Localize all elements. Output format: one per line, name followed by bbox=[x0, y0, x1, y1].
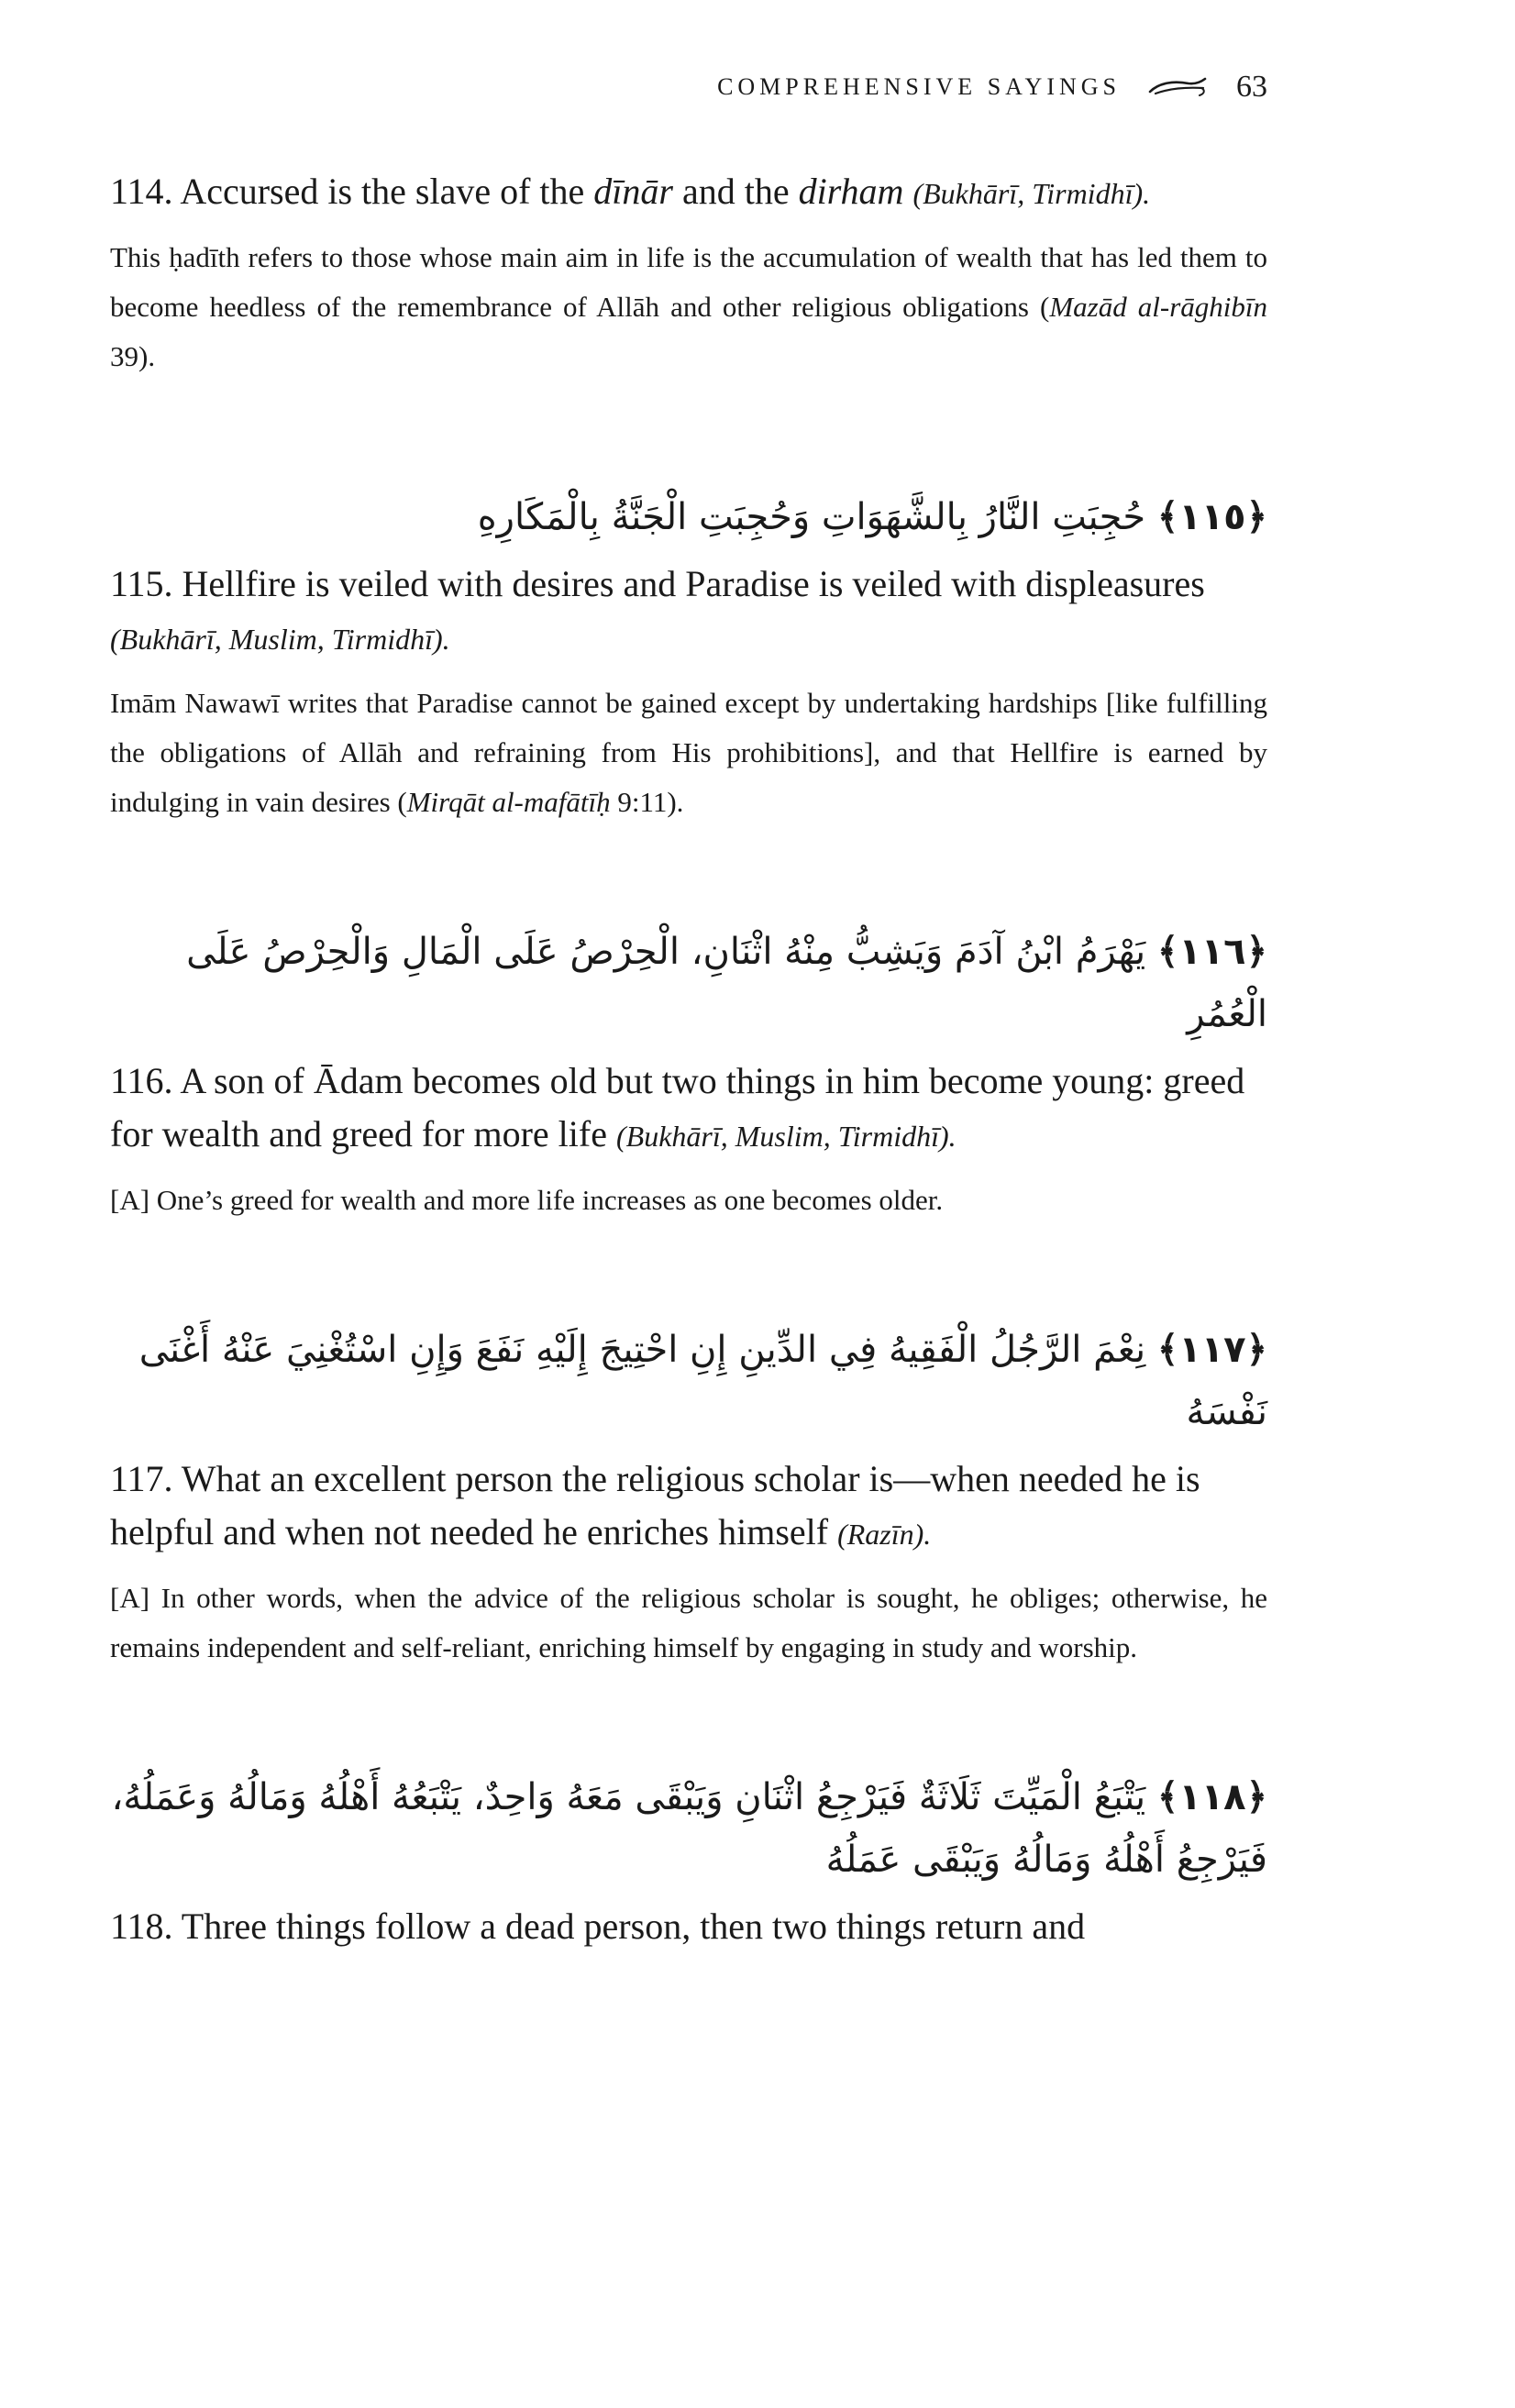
arabic-hadith: يَهْرَمُ ابْنُ آدَمَ وَيَشِبُّ مِنْهُ اثْنَانِ، الْحِرْصُ عَلَى الْمَالِ وَالْحِرْصُ عَلَى الْعُمُرِ bbox=[186, 931, 1267, 1035]
translation-118 bbox=[110, 1900, 1267, 1953]
term-dinar: dīnār bbox=[593, 171, 673, 212]
commentary-text: Imām Nawawī writes that Paradise cannot be gained except by undertaking hardships [like fulfilling the obligations of Allāh and refraining from His prohibitions], and that Hellfire is earned by indulging in vain desires ( bbox=[110, 687, 1267, 818]
term-dirham: dirham bbox=[798, 171, 904, 212]
citation: (Bukhārī, Muslim, Tirmidhī). bbox=[110, 623, 450, 656]
hadith-number: 117. bbox=[110, 1458, 173, 1499]
translation-text-part1: Accursed is the slave of the bbox=[180, 171, 594, 212]
citation: (Bukhārī, Tirmidhī). bbox=[912, 177, 1151, 210]
hadith-number: 115. bbox=[110, 563, 173, 604]
citation: (Bukhārī, Muslim, Tirmidhī). bbox=[615, 1120, 957, 1153]
arabic-text-117 bbox=[110, 1306, 1267, 1453]
commentary-ref: 9:11). bbox=[610, 786, 684, 818]
page-number: 63 bbox=[1236, 70, 1267, 104]
translation-text: Hellfire is veiled with desires and Paradise is veiled with displeasures bbox=[182, 563, 1205, 604]
translation-115 bbox=[110, 558, 1267, 666]
calligraphic-ornament-icon bbox=[1146, 75, 1211, 99]
hadith-115 bbox=[110, 473, 1267, 827]
commentary-text: This ḥadīth refers to those whose main aim in life is the accumulation of wealth that has led them to become heedless of the remembrance of Allāh and other religious obligations ( bbox=[110, 241, 1267, 323]
arabic-line-1 bbox=[110, 1766, 1267, 1828]
commentary-source: Mazād al-rāghibīn bbox=[1049, 291, 1267, 323]
commentary-source: Mirqāt al-mafātīḥ bbox=[406, 786, 611, 818]
arabic-text-118 bbox=[110, 1753, 1267, 1900]
hadith-number: 114. bbox=[110, 171, 173, 212]
hadith-number: 116. bbox=[110, 1060, 173, 1101]
arabic-hadith: نِعْمَ الرَّجُلُ الْفَقِيهُ فِي الدِّينِ إِنِ احْتِيجَ إِلَيْهِ نَفَعَ وَإِنِ اسْتُغْنِيَ عَنْهُ أَغْنَى نَفْسَهُ bbox=[138, 1329, 1267, 1433]
page-content bbox=[110, 165, 1267, 1953]
translation-116 bbox=[110, 1055, 1267, 1163]
running-header bbox=[110, 66, 1267, 108]
translation-text: A son of Ādam becomes old but two things in him become young: greed for wealth and greed for more life bbox=[110, 1060, 1245, 1154]
arabic-hadith: حُجِبَتِ النَّارُ بِالشَّهَوَاتِ وَحُجِبَتِ الْجَنَّةُ بِالْمَكَارِهِ bbox=[477, 496, 1146, 538]
running-title: COMPREHENSIVE SAYINGS bbox=[717, 73, 1121, 100]
arabic-number: ﴿١١٦﴾ bbox=[1156, 931, 1267, 973]
commentary-ref: 39). bbox=[110, 340, 156, 372]
hadith-116 bbox=[110, 908, 1267, 1225]
hadith-number: 118. bbox=[110, 1905, 173, 1947]
arabic-number: ﴿١١٨﴾ bbox=[1156, 1776, 1267, 1818]
arabic-hadith-line1: يَتْبَعُ الْمَيِّتَ ثَلَاثَةٌ فَيَرْجِعُ اثْنَانِ وَيَبْقَى مَعَهُ وَاحِدٌ، يَتْبَعُهُ أَهْلُهُ وَمَالُهُ وَعَمَلُهُ، bbox=[111, 1776, 1146, 1818]
commentary-114 bbox=[110, 233, 1267, 381]
translation-117 bbox=[110, 1453, 1267, 1561]
arabic-text-115 bbox=[110, 473, 1267, 558]
arabic-number: ﴿١١٥﴾ bbox=[1156, 496, 1267, 538]
hadith-118 bbox=[110, 1753, 1267, 1953]
citation: (Razīn). bbox=[837, 1518, 932, 1551]
arabic-line-2: فَيَرْجِعُ أَهْلُهُ وَمَالُهُ وَيَبْقَى عَمَلُهُ bbox=[825, 1839, 1267, 1881]
hadith-117 bbox=[110, 1306, 1267, 1673]
hadith-114 bbox=[110, 165, 1267, 381]
commentary-117: [A] In other words, when the advice of the religious scholar is sought, he obliges; otherwise, he remains independent and self-reliant, enriching himself by engaging in study and worship. bbox=[110, 1582, 1267, 1663]
translation-text: What an excellent person the religious scholar is—when needed he is helpful and when not needed he enriches himself bbox=[110, 1458, 1200, 1552]
commentary-115 bbox=[110, 679, 1267, 827]
arabic-text-116 bbox=[110, 908, 1267, 1055]
translation-text-part2: and the bbox=[672, 171, 799, 212]
commentary-116: [A] One’s greed for wealth and more life increases as one becomes older. bbox=[110, 1184, 944, 1216]
translation-text: Three things follow a dead person, then two things return and bbox=[181, 1905, 1086, 1947]
arabic-number: ﴿١١٧﴾ bbox=[1156, 1329, 1267, 1371]
translation-114 bbox=[110, 165, 1267, 220]
